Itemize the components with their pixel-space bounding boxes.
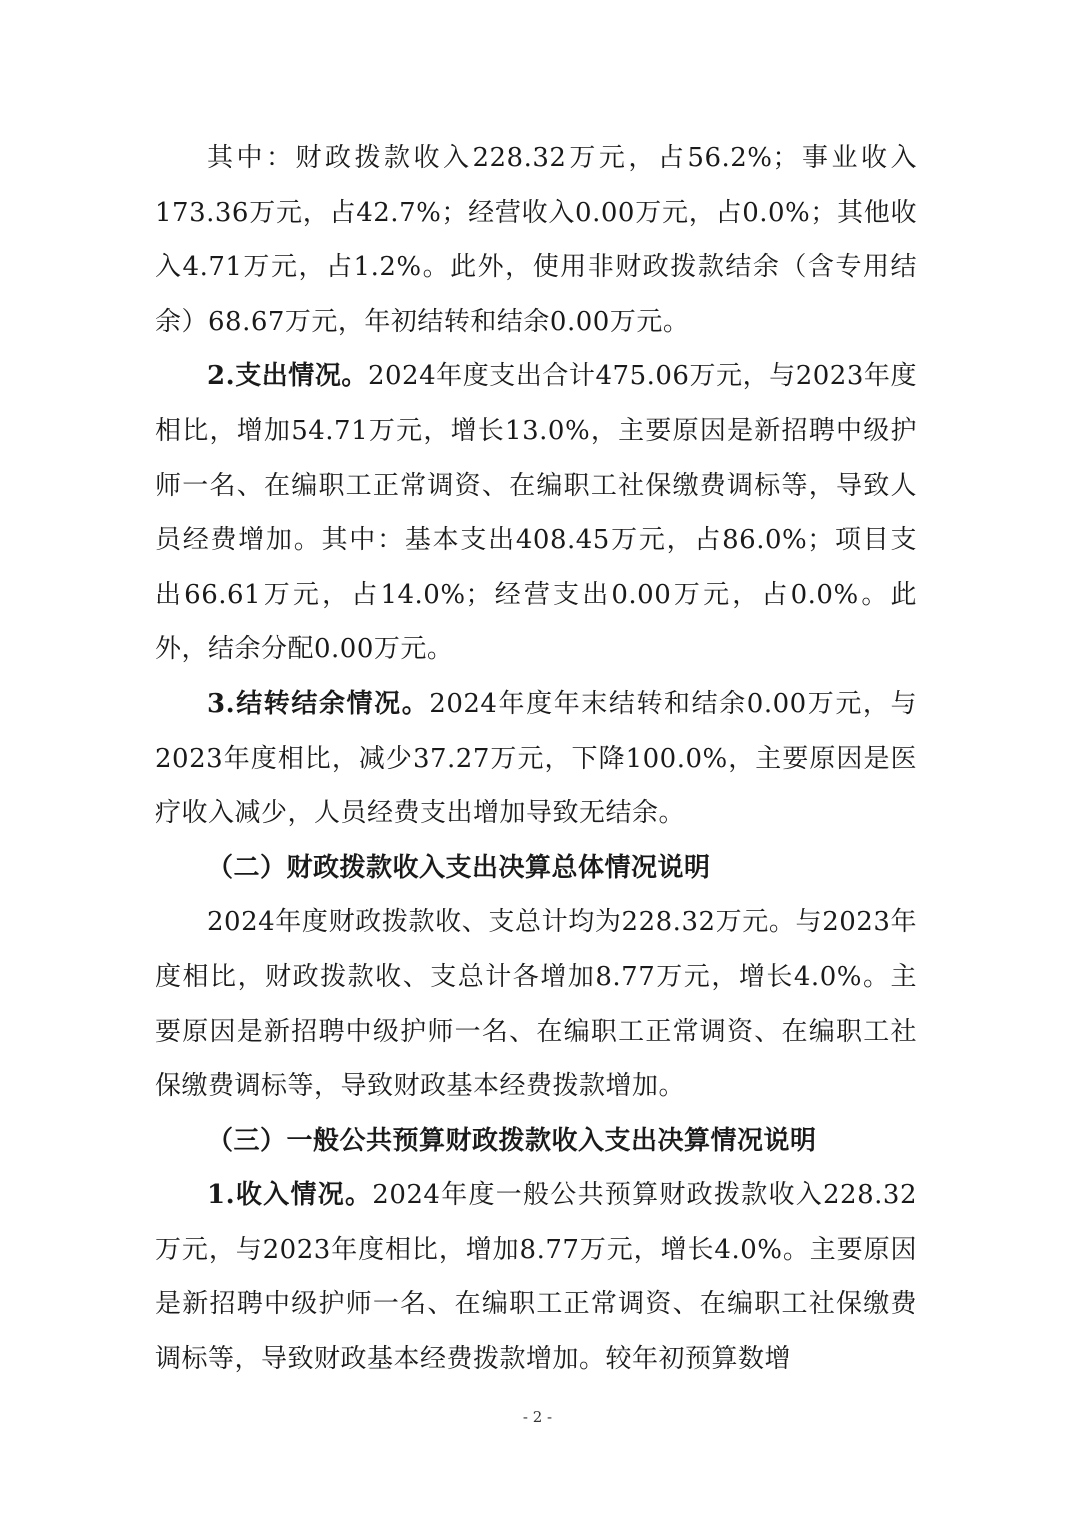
paragraph-carryover — [155, 677, 917, 841]
section-heading-3: （三）一般公共预算财政拨款收入支出决算情况说明 — [207, 1125, 817, 1156]
paragraph-expenditure — [155, 349, 917, 677]
section-heading-2: （二）财政拨款收入支出决算总体情况说明 — [207, 852, 711, 883]
paragraph-text: 2024年度财政拨款收、支总计均为228.32万元。与2023年度相比，财政拨款收、支总计各增加8.77万元，增长4.0%。主要原因是新招聘中级护师一名、在编职工正常调资、在编职工社保缴费调标等，导致财政基本经费拨款增加。 — [155, 907, 917, 1102]
paragraph-text: 2024年度支出合计475.06万元，与2023年度相比，增加54.71万元，增长13.0%，主要原因是新招聘中级护师一名、在编职工正常调资、在编职工社保缴费调标等，导致人员经费增加。其中：基本支出408.45万元，占86.0%；项目支出66.61万元，占14.0%；经营支出0.00万元，占0.0%。此外，结余分配0.00万元。 — [155, 361, 917, 665]
document-body — [155, 131, 917, 1387]
paragraph-section3-income — [155, 1168, 917, 1386]
paragraph-income-breakdown — [155, 131, 917, 349]
paragraph-lead: 2.支出情况。 — [207, 361, 368, 392]
paragraph-text: 其中：财政拨款收入228.32万元，占56.2%；事业收入173.36万元，占42.7%；经营收入0.00万元，占0.0%；其他收入4.71万元，占1.2%。此外，使用非财政拨款结余（含专用结余）68.67万元，年初结转和结余0.00万元。 — [155, 143, 917, 337]
paragraph-lead: 3.结转结余情况。 — [207, 688, 430, 719]
page-number: - 2 - — [522, 1408, 553, 1426]
paragraph-text: 2024年度年末结转和结余0.00万元，与2023年度相比，减少37.27万元，下降100.0%，主要原因是医疗收入减少，人员经费支出增加导致无结余。 — [155, 688, 917, 829]
paragraph-text: 2024年度一般公共预算财政拨款收入228.32万元，与2023年度相比，增加8.77万元，增长4.0%。主要原因是新招聘中级护师一名、在编职工正常调资、在编职工社保缴费调标等，导致财政基本经费拨款增加。较年初预算数增 — [155, 1180, 917, 1375]
paragraph-lead: 1.收入情况。 — [207, 1180, 373, 1211]
paragraph-section2 — [155, 895, 917, 1113]
